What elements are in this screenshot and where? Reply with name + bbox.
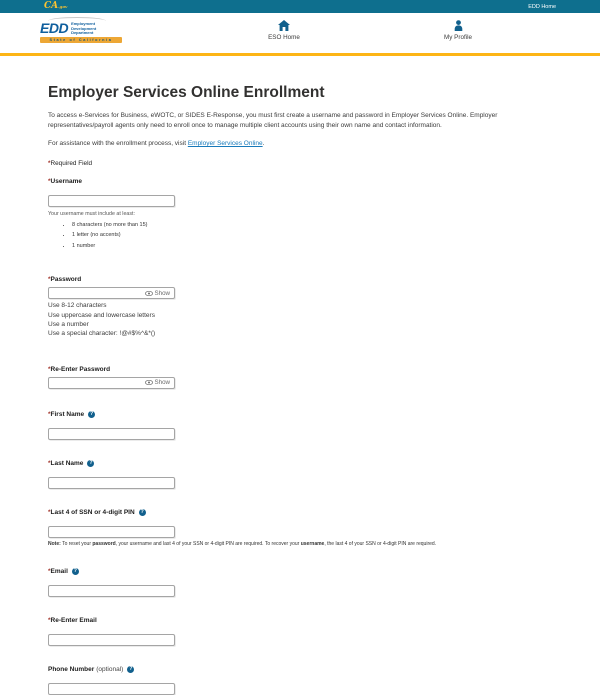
note-segment: , the last 4 of your SSN or 4-digit PIN are required.: [324, 540, 437, 547]
username-group: [48, 178, 553, 250]
reenter-password-label-text: Re-Enter Password: [50, 365, 111, 373]
reenter-email-group: [48, 617, 553, 646]
required-asterisk: *: [48, 410, 51, 418]
email-help-icon[interactable]: [72, 568, 79, 575]
note-segment: Note:: [48, 540, 61, 547]
nav-my-profile-label: My Profile: [444, 34, 472, 41]
required-asterisk: *: [48, 177, 51, 185]
username-input[interactable]: [48, 195, 175, 207]
email-group: [48, 568, 553, 597]
ssn-pin-label: [48, 509, 553, 516]
first-name-input[interactable]: [48, 428, 175, 440]
required-asterisk: *: [48, 459, 51, 467]
edd-logo-acronym: EDD: [40, 20, 69, 36]
required-asterisk: *: [48, 508, 51, 516]
ca-gov-logo-text: CA: [44, 1, 59, 11]
ssn-pin-input[interactable]: [48, 526, 175, 538]
employer-services-online-link[interactable]: Employer Services Online: [187, 140, 263, 147]
password-rules: [48, 301, 553, 339]
nav-eso-home[interactable]: [252, 20, 316, 41]
ssn-pin-label-text: Last 4 of SSN or 4-digit PIN: [50, 508, 135, 516]
password-rule: Use a number: [48, 320, 89, 328]
person-icon: [453, 20, 464, 31]
first-name-label: [48, 411, 553, 418]
reenter-email-input[interactable]: [48, 634, 175, 646]
password-input[interactable]: [49, 288, 145, 298]
ssn-pin-note: [48, 541, 553, 548]
reenter-password-input[interactable]: [49, 378, 145, 388]
last-name-help-icon[interactable]: [87, 460, 94, 467]
home-icon: [278, 20, 290, 31]
username-rules-intro: Your username must include at least:: [48, 210, 135, 217]
email-input[interactable]: [48, 585, 175, 597]
phone-group: [48, 666, 553, 695]
reenter-email-label-text: Re-Enter Email: [50, 617, 97, 625]
required-field-text: Required Field: [50, 159, 93, 167]
phone-help-icon[interactable]: [127, 666, 134, 673]
password-show-button[interactable]: [145, 290, 174, 297]
first-name-label-text: First Name: [50, 410, 85, 418]
reenter-password-field-wrap: [48, 377, 175, 389]
password-label-text: Password: [50, 276, 82, 284]
required-field-marker: *: [48, 159, 51, 167]
nav-my-profile[interactable]: [426, 20, 490, 41]
password-rule: Use a special character: !@#$%^&*(): [48, 330, 156, 338]
reenter-password-label: [48, 366, 553, 373]
reenter-password-group: [48, 366, 553, 389]
username-label-text: Username: [50, 177, 82, 185]
username-label: [48, 178, 553, 185]
username-rule: • 8 characters (no more than 15): [72, 222, 553, 228]
email-label-text: Email: [50, 568, 68, 576]
password-rule: Use 8-12 characters: [48, 302, 107, 310]
reenter-password-show-button[interactable]: [145, 379, 174, 386]
show-button-label: Show: [154, 379, 170, 387]
edd-logo-tagline: State of California: [40, 37, 122, 43]
show-button-label: Show: [154, 289, 170, 297]
password-rule: Use uppercase and lowercase letters: [48, 311, 155, 319]
last-name-group: [48, 460, 553, 489]
username-rules-list: [72, 222, 553, 250]
edd-logo-line1: Employment: [71, 21, 96, 26]
username-rule: • 1 letter (no accents): [72, 232, 553, 238]
last-name-input[interactable]: [48, 477, 175, 489]
phone-input[interactable]: [48, 683, 175, 695]
password-field-wrap: [48, 287, 175, 299]
nav-eso-home-label: ESO Home: [268, 34, 300, 41]
first-name-group: [48, 411, 553, 440]
eye-icon: [145, 291, 153, 296]
intro-paragraph: To access e-Services for Business, eWOTC, or SIDES E-Response, you must first create a username and password in Employer Services Online. Employer representatives/payroll agents only need to enroll once to manage multiple client accounts using their own name and contact information.: [48, 112, 498, 129]
email-label: [48, 568, 553, 575]
first-name-help-icon[interactable]: [88, 411, 95, 418]
phone-label-text: Phone Number: [48, 666, 95, 674]
assistance-paragraph: [48, 139, 553, 149]
note-segment: password: [92, 540, 116, 547]
top-utility-bar: [0, 0, 600, 13]
assistance-suffix: .: [262, 140, 265, 147]
ca-gov-logo-suffix: .gov: [58, 4, 68, 9]
edd-logo-department-lines: [71, 22, 96, 36]
note-segment: username: [300, 540, 325, 547]
edd-logo-line2: Development: [71, 25, 97, 31]
page-title: Employer Services Online Enrollment: [48, 84, 325, 101]
edd-home-link[interactable]: EDD Home: [528, 3, 556, 10]
ssn-pin-help-icon[interactable]: [139, 509, 146, 516]
assistance-prefix: For assistance with the enrollment process, visit: [48, 140, 188, 147]
username-rule: • 1 number: [72, 243, 553, 249]
required-asterisk: *: [48, 276, 51, 284]
note-segment: , your username and last 4 of your SSN or 4-digit PIN are required. To recover your: [115, 540, 301, 547]
required-asterisk: *: [48, 617, 51, 625]
edd-logo-line3: Department: [71, 30, 94, 36]
password-group: [48, 276, 553, 339]
reenter-email-label: [48, 617, 553, 624]
ca-gov-logo[interactable]: [44, 0, 67, 13]
last-name-label-text: Last Name: [50, 459, 84, 467]
required-field-note: [48, 160, 553, 167]
site-header: [0, 13, 600, 56]
last-name-label: [48, 460, 553, 467]
password-label: [48, 276, 553, 283]
edd-logo[interactable]: [40, 17, 122, 43]
main-content: [0, 56, 600, 695]
phone-label: [48, 666, 553, 673]
required-asterisk: *: [48, 568, 51, 576]
phone-optional-text: (optional): [96, 666, 124, 674]
note-segment: To reset your: [60, 540, 93, 547]
required-asterisk: *: [48, 365, 51, 373]
eye-icon: [145, 380, 153, 385]
ssn-pin-group: [48, 509, 553, 548]
